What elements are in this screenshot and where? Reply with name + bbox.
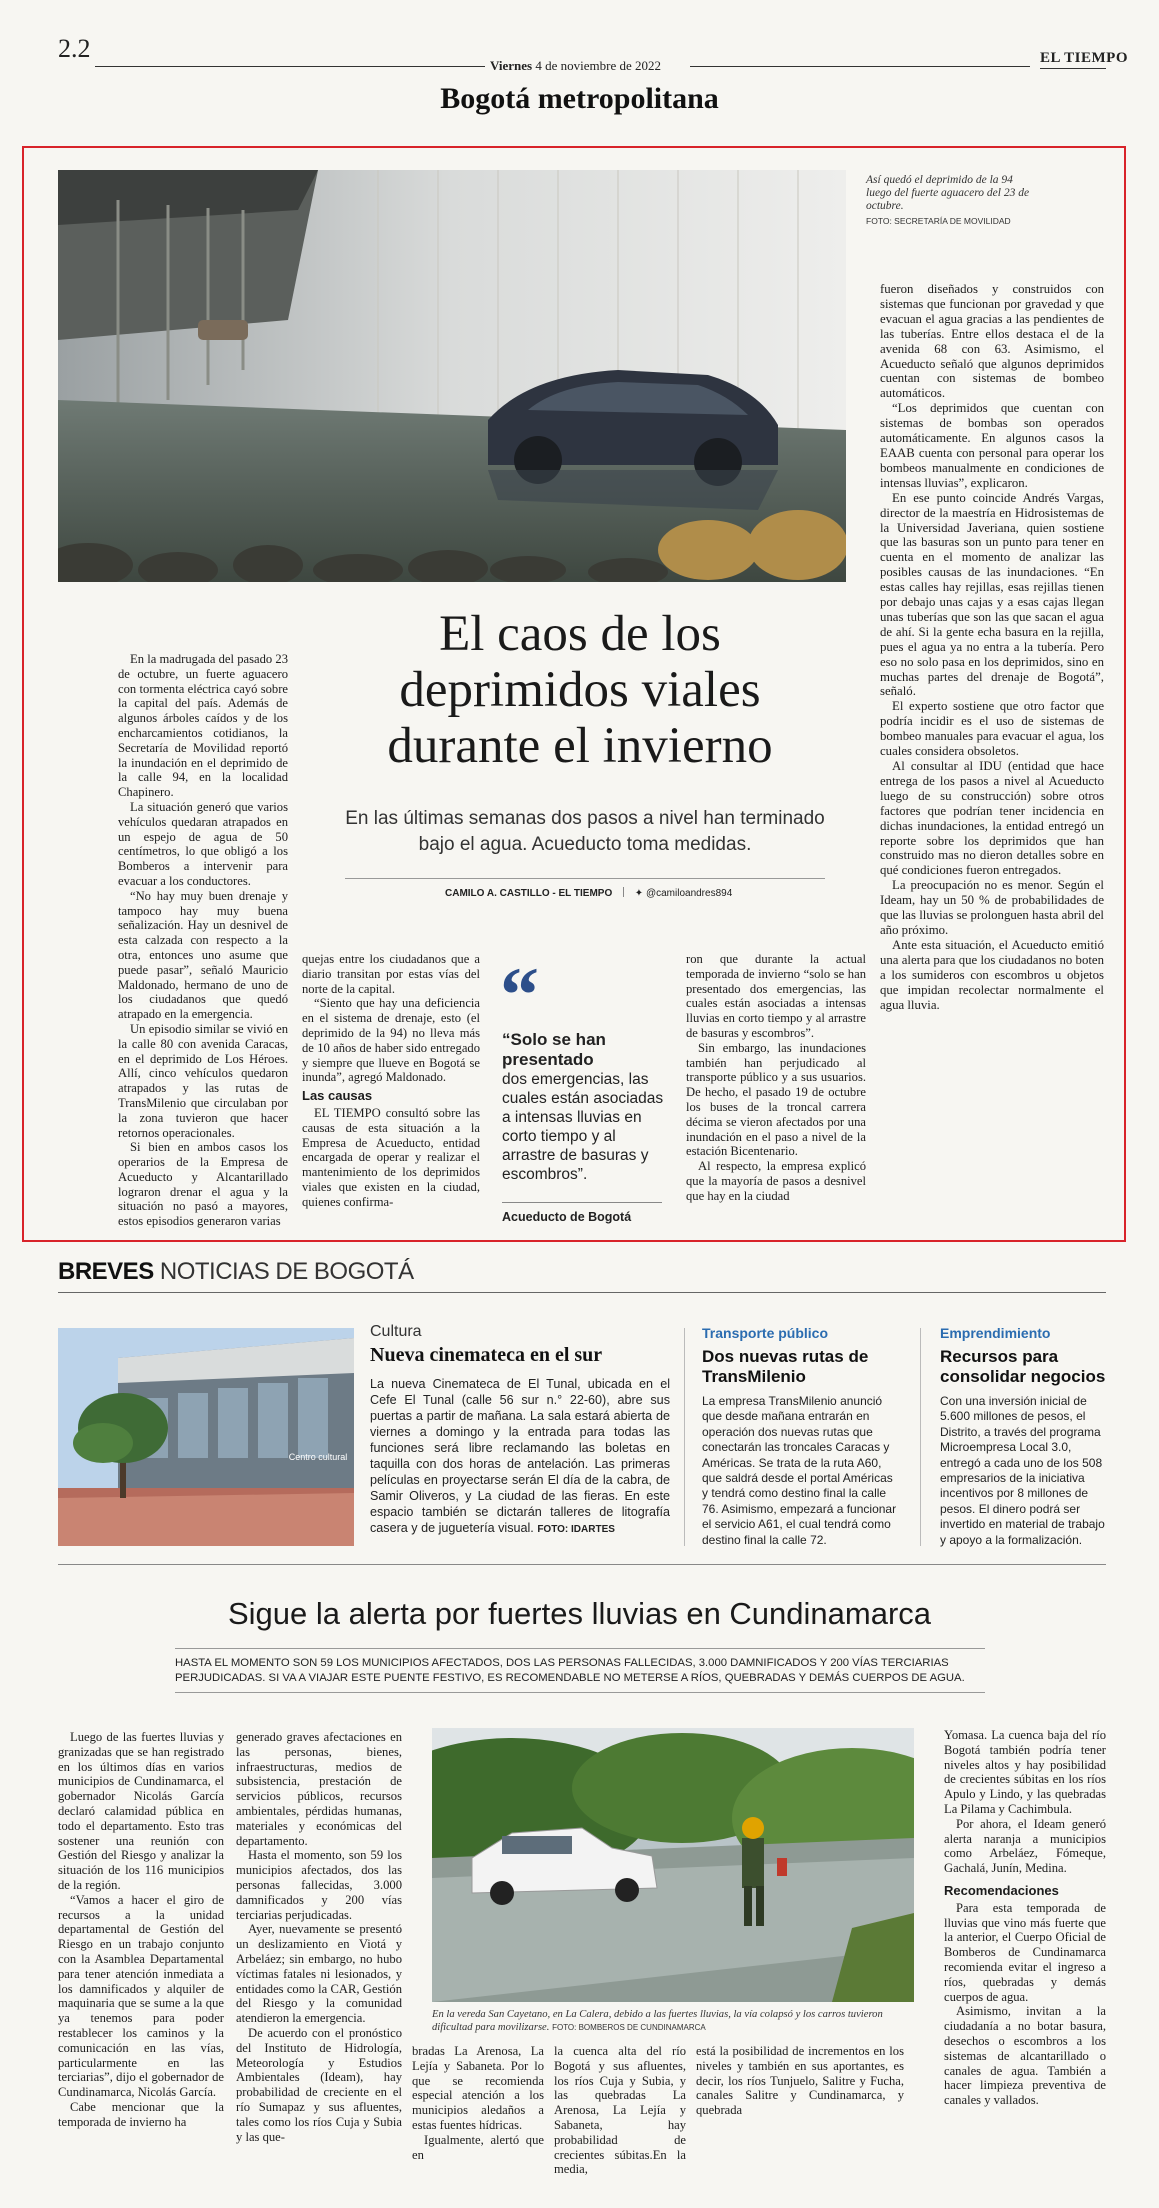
breves-bottom-rule [58,1564,1106,1565]
underpass-flood-photo [58,170,846,582]
emprendimiento-kicker: Emprendimiento [940,1325,1051,1341]
breves-divider-2 [920,1328,921,1546]
main-col5-p5: Al consultar al IDU (entidad que hace entrega de los pasos a nivel al Acueducto luego de su construcción) sobre otros factores que podrían tener incidencia en dichas inundaciones, la entidad entregó un reporte sobre los deprimidos que han construido mas no dieron detalles sobre en qué condiciones fueron entregados. [880,759,1104,878]
second-col2-p4: De acuerdo con el pronóstico del Instituto de Hidrología, Meteorología y Estudios Ambientales (Ideam), hay probabilidad de creciente en el río Sumapaz y sus afluentes, tales como los ríos Cuja y Subia y las que- [236,2025,402,2144]
main-col2-p1: quejas entre los ciudadanos que a diario transitan por estas vías del norte de la capital. [302,952,480,996]
main-col-5 [880,282,1104,1012]
second-col2-p1: generado graves afectaciones en las personas, bienes, infraestructuras, medios de subsistencia, prestación de servicios públicos, recursos ambientales, pérdidas humanas, materiales y económicas del departamento. [236,1730,402,1848]
second-col-6 [944,1728,1106,2108]
transporte-body: La empresa TransMilenio anunció que desde mañana entrarán en operación dos nuevas rutas que conectarán las troncales Caracas y Américas. Se trata de la ruta A60, que saldrá desde el portal Américas y tendrá como destino final la calle 76. Asimismo, empezará a funcionar el servicio A61, el cual tendrá como destino final la calle 72. [702,1394,897,1547]
second-photo-caption [432,2008,922,2034]
second-col3-p1: bradas La Arenosa, La Lejía y Sabaneta. Por lo que se recomienda especial atención a los municipios aledaños a estas fuentes hídricas. [412,2044,544,2132]
header-date-day: Viernes [490,58,533,73]
pull-quote-source: Acueducto de Bogotá [502,1210,632,1224]
main-col4-p1: ron que durante la actual temporada de invierno “solo se han presentado dos emergencias, las cuales están asociadas a intensas lluvias en corto tiempo y al arrastre de basuras y escombros”. [686,952,866,1040]
main-col1-p5: Si bien en ambos casos los operarios de la Empresa de Acueducto y Alcantarillado lograron drenar el agua y la situación no pasó a mayores, estos episodios generaron varias [118,1140,288,1229]
cultura-body [370,1376,670,1538]
main-col4-p3: Al respecto, la empresa explicó que la mayoría de pasos a desnivel que hay en la ciudad [686,1159,866,1203]
page-number: 2.2 [58,34,91,63]
second-col6-p2: Por ahora, el Ideam generó alerta naranja a municipios como Arbeláez, Fómeque, Gachalá, Junín, Medina. [944,1816,1106,1876]
main-col-4 [686,952,866,1204]
main-col5-p6: La preocupación no es menor. Según el Ideam, hay un 50 % de probabilidades de que las lluvias se prolonguen hasta abril del año próximo. [880,878,1104,937]
main-col4-p2: Sin embargo, las inundaciones también han perjudicado al transporte público y a sus usuarios. De hecho, el pasado 19 de octubre los buses de la troncal carrera décima se vieron afectados por una inundación en el paso a nivel de la estación Bicentenario. [686,1040,866,1159]
second-col2-p3: Ayer, nuevamente se presentó un deslizamiento en Viotá y Arbeláez; sin embargo, no hubo víctimas fatales ni lesionados, y entidades como la CAR, Gestión del Riesgo y la comunidad atendieron la emergencia. [236,1922,402,2026]
second-col1-p2: “Vamos a hacer el giro de recursos a la unidad departamental de Gestión del Riesgo en un trabajo conjunto con la Asamblea Departamental para tener atención inmediata a los damnificados y alquiler de maquinaria que se sume a la que ya tenemos para poder restablecer los caminos y la comunicación en las vías, particularmente en las terciarias”, dijo el gobernador de Cundinamarca, Nicolás García. [58,1892,224,2100]
calera-flood-illustration [432,1728,914,2002]
main-deck: En las últimas semanas dos pasos a nivel han terminado bajo el agua. Acueducto toma medidas. [345,808,825,855]
main-col1-p1: En la madrugada del pasado 23 de octubre, un fuerte aguacero con tormenta eléctrica cayó sobre la capital del país. Además de algunos árboles caídos y de los encharcamientos cotidianos, la Secretaría de Movilidad reportó la inundación en el deprimido de la calle 94, en la localidad Chapinero. [118,652,288,800]
brand-rule [1040,68,1106,69]
main-col2-subhead: Las causas [302,1088,373,1104]
calera-flood-photo [432,1728,914,2002]
main-col5-p1: fueron diseñados y construidos con sistemas que funcionan por gravedad y que evacuan el agua gracias a las pendientes de las tuberías. Entre ellos destaca el de la avenida 68 con 63. Asimismo, el Acueducto señaló que algunos deprimidos cuentan con sistemas de bombeo automáticos. [880,282,1104,401]
second-col6-p1: Yomasa. La cuenca baja del río Bogotá también podría tener niveles altos y hay posibilidad de crecientes súbitas en los ríos Apulo y Lindo, y las quebradas La Pilama y Cachimbula. [944,1728,1106,1816]
transporte-kicker: Transporte público [702,1325,829,1341]
cultura-headline: Nueva cinemateca en el sur [370,1344,603,1366]
brand-logo: EL TIEMPO [1040,50,1128,66]
breves-divider-1 [684,1328,685,1546]
header-rule-left [95,66,485,67]
second-col-2 [236,1730,402,2144]
byline-author: CAMILO A. CASTILLO - EL TIEMPO [445,888,613,899]
pull-quote-rule [502,1202,662,1203]
breves-title-light: NOTICIAS DE BOGOTÁ [159,1258,414,1285]
second-lead-rule-bottom [175,1692,985,1693]
breves-title [58,1258,414,1286]
section-title: Bogotá metropolitana [440,82,719,115]
header-rule-right [690,66,1030,67]
cultura-credit: FOTO: IDARTES [537,1524,615,1535]
second-lead-line1: HASTA EL MOMENTO SON 59 LOS MUNICIPIOS AFECTADOS, DOS LAS PERSONAS FALLECIDAS, 3.000 DAMNIFICADOS Y 200 VÍAS TERCIARIAS [175,1657,949,1669]
twitter-icon: ✦ [634,888,644,899]
header-date-rest: 4 de noviembre de 2022 [535,58,662,73]
cinemateca-sign: Centro cultural [288,1452,348,1462]
second-col-4 [554,2044,686,2177]
second-lead-line2: PERJUDICADAS. SI VA A VIAJAR ESTE PUENTE FESTIVO, ES RECOMENDABLE NO METERSE A RÍOS, QUEBRADAS Y DEMÁS CUERPOS DE AGUA. [175,1672,965,1684]
second-lead [175,1656,985,1686]
main-photo-caption: Así quedó el deprimido de la 94 luego del fuerte aguacero del 23 de octubre. [866,174,1030,212]
main-col5-p4: El experto sostiene que otro factor que podría incidir es el uso de sistemas de bombeo manuales para evacuar el agua, los cuales considera obsoletos. [880,699,1104,759]
header-date [490,58,661,74]
byline-rule-top [345,878,825,879]
second-col1-p3: Cabe mencionar que la temporada de invierno ha [58,2099,224,2129]
main-col1-p4: Un episodio similar se vivió en la calle 80 con avenida Caracas, en el deprimido de Los Héroes. Allí, cinco vehículos quedaron atrapados y las rutas de TransMilenio que circulaban por la zona tuvieron que hacer retornos operacionales. [118,1021,288,1140]
main-photo-credit: FOTO: SECRETARÍA DE MOVILIDAD [866,216,1011,226]
main-col2-p3: EL TIEMPO consultó sobre las causas de esta situación a la Empresa de Acueducto, entidad encargada de operar y realizar el mantenimiento de los deprimidos viales que existen en la ciudad, quienes confirma- [302,1105,480,1209]
second-col-3 [412,2044,544,2162]
cultura-kicker: Cultura [370,1323,422,1340]
second-col1-p1: Luego de las fuertes lluvias y granizadas que se han registrado en los últimos días en varios municipios de Cundinamarca, el gobernador Nicolás García declaró calamidad pública en todo el departamento. Esto tras sostener una reunión con Gestión del Riesgo y analizar la situación de los 116 municipios de la región. [58,1730,224,1892]
emprendimiento-headline: Recursos para consolidar negocios [940,1347,1106,1386]
second-lead-rule-top [175,1648,985,1649]
pull-quote-bold: “Solo se han presentado [502,1030,606,1069]
breves-rule [58,1292,1106,1293]
cultura-body-text: La nueva Cinemateca de El Tunal, ubicada en el Cefe El Tunal (calle 56 sur n.° 22-60), abre sus puertas a partir de mañana. La sala estará abierta de viernes a domingo y la entrada para todas las funciones será libre reclamando las boletas en taquilla con dos horas de antelación. Las primeras películas en proyectarse serán El día de la cabra, de Samir Oliveros, y La ciudad de las fieras. En este espacio también se dictarán talleres de litografía casera y de juguetería visual. [370,1377,670,1535]
second-col6-p3: Para esta temporada de lluvias que vino más fuerte que la anterior, el Cuerpo Oficial de Bomberos de Cundinamarca recomienda evitar el ingreso a ríos, quebradas y demás cuerpos de agua. [944,1900,1106,2004]
pull-quote-mark: “ [500,951,539,1038]
second-col6-subhead: Recomendaciones [944,1882,1059,1898]
transporte-headline: Dos nuevas rutas de TransMilenio [702,1347,869,1386]
emprendimiento-body: Con una inversión inicial de 5.600 millones de pesos, el Distrito, a través del programa Microempresa Local 3.0, entregó a cada uno de los 508 empresarios de la iniciativa incentivos por 8 millones de pesos. El dinero podrá ser invertido en material de trabajo y apoyo a la formalización. [940,1394,1105,1547]
main-col5-p2: “Los deprimidos que cuentan con sistemas de bombas son operados automáticamente. En algunos casos la EAAB cuenta con personal para operar los bombeos manualmente en condiciones de intensas lluvias”, explicaron. [880,401,1104,490]
main-col-1 [118,652,288,1229]
second-col2-p2: Hasta el momento, son 59 los municipios afectados, dos las personas fallecidas, 3.000 damnificados y 200 vías terciarias perjudicadas. [236,1848,402,1922]
pull-quote [502,1030,670,1184]
pull-quote-text: dos emergencias, las cuales están asociadas a intensas lluvias en corto tiempo y al arrastre de basuras y escombros”. [502,1071,664,1183]
second-photo-caption-text: En la vereda San Cayetano, en La Calera, debido a las fuertes lluvias, la vía colapsó y los carros tuvieron dificultad para movilizarse. [432,2009,883,2033]
cinemateca-photo [58,1328,354,1546]
byline [445,887,732,899]
second-col4-p1: la cuenca alta del río Bogotá y sus afluentes, los ríos Cuja y Subia, y las quebradas La Arenosa, La Lejía y Sabaneta, hay probabilidad de crecientes súbitas.En la media, [554,2044,686,2177]
main-col5-p3: En ese punto coincide Andrés Vargas, director de la maestría en Hidrosistemas de la Universidad Javeriana, quien sostiene que las basuras son un punto para tener en cuenta en el momento de analizar las posibles causas de las inundaciones. “En estas calles hay rejillas, esas rejillas tienen por debajo unas cajas y a esas cajas llegan unas tuberías que son las que sacan el agua de ahí. Si la gente echa basura en la rejilla, pues el agua ya no entra a la tubería. Pero eso no solo pasa en los deprimidos, sino en muchas partes del drenaje de Bogotá”, señaló. [880,490,1104,699]
main-headline: El caos de los deprimidos viales durante el invierno [387,606,773,774]
cinemateca-illustration [58,1328,354,1546]
underpass-flood-illustration [58,170,846,582]
second-col5-p1: está la posibilidad de incrementos en los niveles y también en sus aportantes, es decir, los ríos Tunjuelo, Salitre y Fucha, canales Salitre y Cundinamarca, y quebrada [696,2044,904,2118]
byline-twitter: @camiloandres894 [645,888,733,899]
second-col-5 [696,2044,904,2118]
breves-title-bold: BREVES [58,1258,154,1285]
main-col1-p3: “No hay muy buen drenaje y tampoco hay muy buena señalización. Hay un desnivel de esta calzada con respecto a la otra, entonces uno asume que puede pasar”, señaló Mauricio Maldonado, hermano de uno de los ciudadanos que quedó atrapado en la emergencia. [118,888,288,1022]
second-col-1 [58,1730,224,2130]
second-photo-credit: FOTO: BOMBEROS DE CUNDINAMARCA [552,2023,706,2032]
main-col-2 [302,952,480,1210]
second-col6-p4: Asimismo, invitan a la ciudadanía a no botar basura, desechos o escombros a los sistemas de alcantarillado o canales de agua. También a hacer limpieza preventiva de canales y vallados. [944,2004,1106,2108]
main-col1-p2: La situación generó que varios vehículos quedaran atrapados en un espejo de agua de 50 centímetros, lo que obligó a los Bomberos a intervenir para evacuar a los conductores. [118,799,288,888]
second-headline: Sigue la alerta por fuertes lluvias en Cundinamarca [227,1596,932,1631]
main-col5-p7: Ante esta situación, el Acueducto emitió una alerta para que los ciudadanos no boten a los sumideros con escombros u objetos que impidan recolectar normalmente el agua lluvia. [880,937,1104,1012]
main-col2-p2: “Siento que hay una deficiencia en el sistema de drenaje, esto (el deprimido de la 94) no lleva más de 10 años de haber sido entregado y siempre que llueve en Bogotá se inunda”, agregó Maldonado. [302,996,480,1085]
second-col3-p2: Igualmente, alertó que en [412,2132,544,2162]
